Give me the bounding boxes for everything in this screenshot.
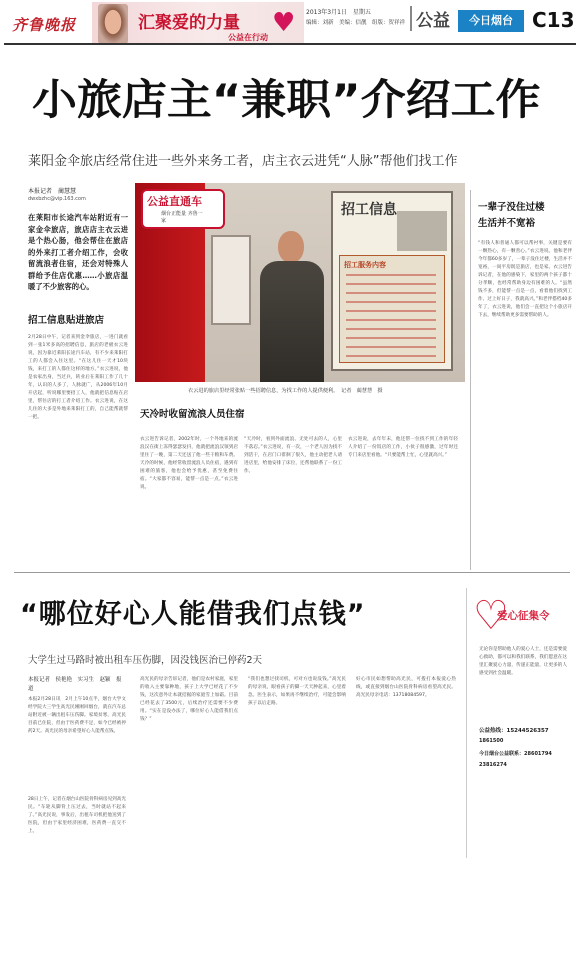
article-2-text-c: 高光民的母亲告诉记者，他们是农村家庭，家里的收入主要靠种地，孩子上大学已经花了不少钱，这次意外让本就拮据的家庭雪上加霜。目前已经花去了3500元，后续治疗还需要不少费用。“实在是没办法了，哪位好心人能借我们点钱？”: [140, 677, 238, 722]
paper-name: 齐鲁晚报: [12, 16, 77, 34]
logo-sub: 烟台正能量 齐鲁一家: [161, 211, 203, 224]
article-2-text-a: 本报2月28日讯 2月上午10点半，烟台大学文经学院大三学生高光民刚刚回烟台，就在汽车总站附近被一辆出租车压伤脚。家境贫寒，高光民目前已住院，但由于医药费不足，如今已经被停药2天。高光民的母亲希望好心人能帮点钱。: [28, 697, 126, 734]
edition-badge: 今日烟台: [458, 10, 524, 32]
charity-box: [466, 588, 572, 858]
article-2-text-e: 好心市民如想帮助高光民，可拨打本报爱心热线，或直接到烟台山医院骨科病房看望高光民。高光民母亲电话：13718084597。: [356, 677, 456, 698]
job-board: [331, 191, 453, 371]
article-2-text-b: 28日上午，记者在烟台山医院骨科病房见到高光民。“车轮从脚背上压过去，当时就站不起来了。”高光民说，事发后，出租车司机把他送到了医院，但由于家里经济困难，医药费一直交不上。: [28, 797, 126, 834]
charity-office: 今日烟台公益联系：28601794: [479, 751, 552, 757]
charity-hotline: 公益热线：15244526357: [479, 728, 549, 734]
board-content: [339, 255, 445, 363]
article-1-shelter-text-3: 衣云进说，去年年末，他还帮一位找不到工作的年轻人介绍了一份饭店的工作，小伙子很感激，过年时还专门来店里看他。“只要能帮上忙，心里就高兴。”: [348, 437, 458, 458]
person: [260, 231, 324, 382]
article-1-subhead: 莱阳金伞旅店经常住进一些外来务工者，店主衣云进凭“人脉”帮他们找工作: [28, 154, 458, 169]
charity-logo: 爱心征集令: [497, 610, 550, 622]
article-1-photo: [135, 183, 465, 382]
subhead-jobs: 招工信息贴进旅店: [28, 315, 105, 326]
sidebar-text: “有钱人和普通人都可以帮衬事，关键是要有一颗热心，有一颗善心。”衣云进说。他和老伴今年都60多岁了，一辈子没住过楼，生活并不宽裕，一间平房既是旅店，也是家。衣云进告诉记者，在他的感染下，家里的两个孩子都十分孝顺，也经常帮助身边有困难的人。“虽然钱不多，但能帮一点是一点，看着他们找到工作、过上好日子，我就高兴。”和老伴搭档40多年了，衣云进说，他们会一直把这个小旅店开下去，继续帮助更多需要帮助的人。: [478, 241, 572, 318]
section-name: 公益: [410, 6, 450, 31]
article-1-shelter-text-2: “天冷时，看到外面流浪、无处可去的人，心里不落忍。”衣云进说，有一次，一个老人因为找不到活干，在店门口徘徊了很久，他主动把老人请进店里，给他安排了床位，还帮他联系了一份工作。: [244, 437, 342, 474]
article-1-headline: 小旅店主“兼职”介绍工作: [32, 75, 541, 124]
article-1-jobs-text: 2月28日中午，记者来到金伞旅店，一进门就看到一张1米多高的招聘信息，旅店的老板衣云进说，因为靠近莱阳长途汽车站，有不少来莱阳打工的人都会入住这里。“在这儿住一天才10块钱，来打工的人都住这样的地方。”衣云进说，他是农家出身，当过兵，转业后在莱阳工作了几十年，认识的人多了，人脉就广，从2006年10月开店起，听说哪里要招工人，他就把信息贴在店里，帮住店的打工者介绍工作。衣云进说，在这儿住的大多是外地来莱阳打工的，自己能帮就帮一把。: [28, 335, 128, 420]
window: [211, 235, 251, 325]
masthead-banner: [92, 2, 304, 44]
board-subtitle: 招工服务内容: [344, 261, 386, 269]
photo-caption: 衣云进的旅店里经常张贴一些招聘信息，为找工作的人提供便利。 记者 蔺慧慧 摄: [188, 388, 383, 394]
subhead-shelter: 天冷时收留流浪人员住宿: [140, 409, 245, 420]
child-photo: [98, 4, 128, 44]
article-divider: [14, 572, 570, 573]
charity-phone: 1861500: [479, 738, 504, 744]
charity-office-2: 23816274: [479, 762, 507, 768]
editors: 编辑：刘新 美编：信靓 组版：贺祥祥: [306, 20, 406, 26]
article-2-text-d: “我们也想过找司机，可对方也说没钱。”高光民的母亲说，眼看孩子的脚一天天肿起来，心里着急。医生表示，如果再不继续治疗，可能会影响孩子以后走路。: [248, 677, 346, 706]
article-1-byline: 本报记者 蔺慧慧: [28, 188, 77, 195]
article-2-subhead: 大学生过马路时被出租车压伤脚，因没钱医治已停药2天: [28, 655, 263, 666]
logo-title: 公益直通车: [147, 195, 202, 208]
banner-sub: 公益在行动: [228, 33, 268, 42]
charity-text: 无论你是帮助他人的爱心人士，还是需要爱心救助，都可以和我们联系，我们愿意在这里汇聚爱心力量，传递正能量，让更多的人感受到社会温暖。: [479, 647, 567, 676]
article-1-lead: 在莱阳市长途汽车站附近有一家金伞旅店，旅店店主衣云进是个热心肠，他会帮住在旅店的外来打工者介绍工作，会收留流浪者住宿，还会对特殊人群给予住店优惠……小旅店温暖了不少旅客的心。: [28, 213, 128, 291]
logo-car-icon: [141, 189, 225, 229]
article-2-headline: “哪位好心人能借我们点钱”: [20, 599, 366, 630]
heart-logo-icon: ♡: [473, 593, 509, 639]
page-number: C13: [532, 8, 575, 32]
column-rule: [470, 190, 471, 570]
board-title: 招工信息: [341, 202, 397, 218]
issue-date: 2013年3月1日 星期五: [306, 9, 371, 16]
article-1-email: dwxbzhc@vip.163.com: [28, 196, 86, 202]
article-1-shelter-text-1: 衣云进告诉记者，2002年时，一个外地来的流浪汉在街上冻得瑟瑟发抖，他就把流浪汉领到店里住了一晚，第二天还送了他一些干粮和车费。天冷的时候，他经常收留流浪人员住宿，遇到有困难的旅客，他也会给予优惠，甚至免费住宿。“大家都不容易，能帮一点是一点。”衣云进说。: [140, 437, 238, 490]
masthead-rule: [4, 43, 576, 45]
article-2-byline: 本报记者 侯艳艳 实习生 赵颖 报道: [28, 677, 122, 692]
masthead: [0, 0, 580, 46]
sidebar-title: 一辈子没住过楼 生活并不宽裕: [478, 202, 545, 229]
banner-slogan: 汇聚爱的力量: [138, 13, 240, 33]
heart-icon: ♥: [272, 8, 296, 38]
